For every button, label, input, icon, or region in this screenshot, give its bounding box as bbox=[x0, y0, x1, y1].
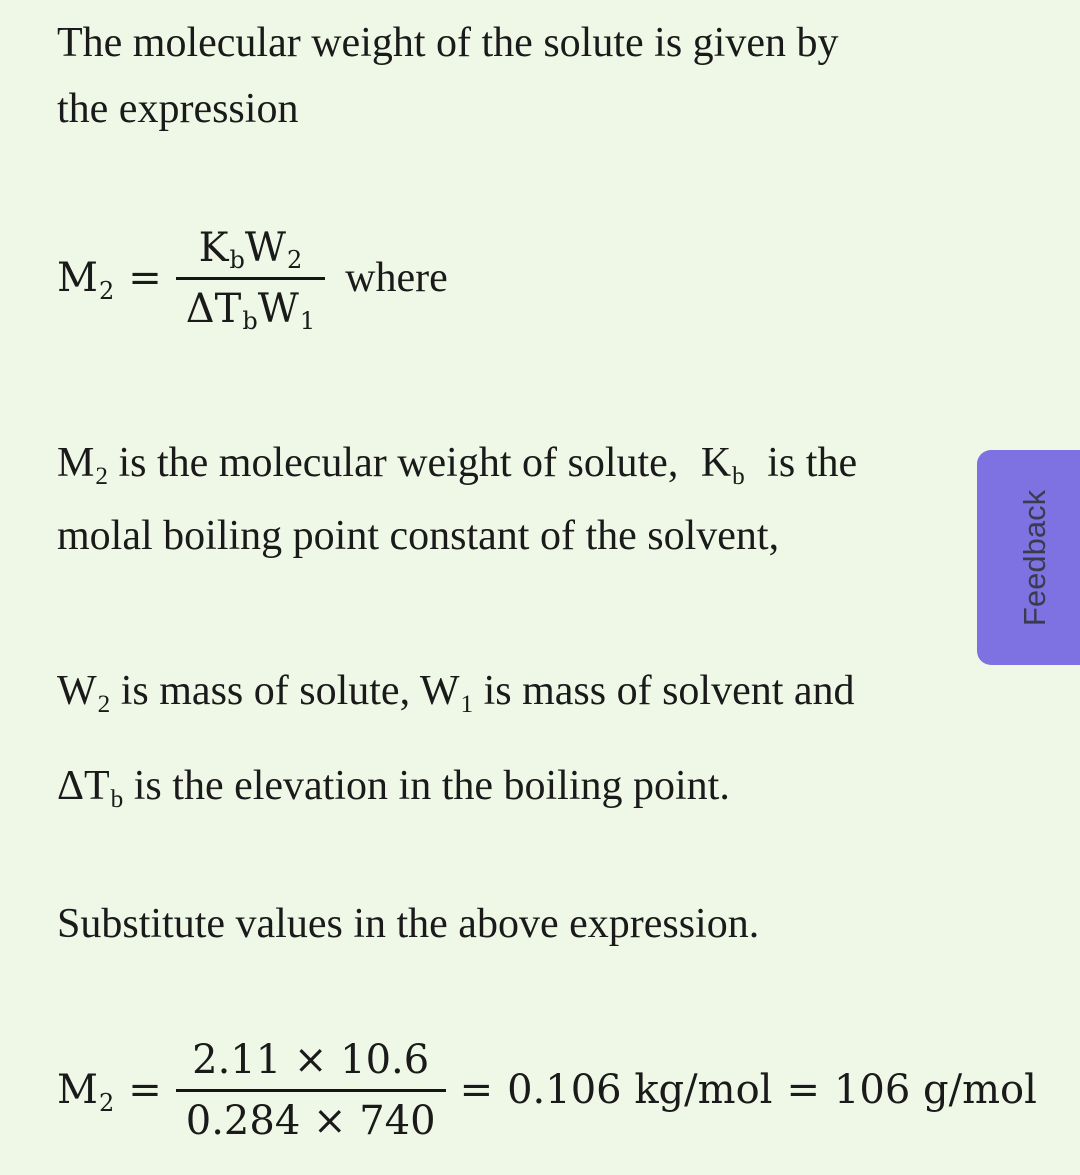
var-w2: $W_2$ bbox=[57, 668, 111, 719]
var-m2: $M_2$ bbox=[57, 255, 115, 305]
equals-sign: = bbox=[128, 1067, 162, 1113]
feedback-button[interactable] bbox=[977, 450, 1080, 665]
result-g-per-mol: 106 g/mol bbox=[833, 1067, 1037, 1113]
intro-line-1: The molecular weight of the solute is given by bbox=[57, 20, 839, 66]
feedback-label: Feedback bbox=[1017, 489, 1053, 626]
fraction-denominator: 0.284 × 740 bbox=[176, 1089, 446, 1144]
equals-sign: = bbox=[459, 1067, 494, 1113]
definition-line-1 bbox=[57, 439, 858, 491]
definition-text-e: is the elevation in the boiling point. bbox=[133, 763, 730, 809]
substitute-instruction: Substitute values in the above expression. bbox=[57, 901, 760, 947]
var-m2: $M_2$ bbox=[57, 1067, 115, 1117]
definition-text-c: is mass of solute, bbox=[120, 668, 411, 714]
formula-substituted bbox=[57, 1030, 1037, 1150]
equals-sign: = bbox=[128, 255, 162, 301]
var-kb: $K_b$ bbox=[700, 440, 745, 491]
definition-text-a: is the molecular weight of solute, bbox=[118, 440, 679, 486]
result-kg-per-mol: 0.106 kg/mol bbox=[507, 1067, 773, 1113]
definition-text-b: is the bbox=[767, 440, 858, 486]
definition-line-4 bbox=[57, 762, 730, 814]
formula-suffix-where: where bbox=[345, 255, 448, 301]
formula-molecular-weight bbox=[57, 218, 448, 338]
fraction-denominator: $\Delta T_bW_1$ bbox=[176, 277, 325, 332]
intro-line-2: the expression bbox=[57, 86, 299, 132]
definition-line-2: molal boiling point constant of the solvent, bbox=[57, 513, 780, 559]
var-w1: $W_1$ bbox=[419, 668, 474, 719]
var-m2: $M_2$ bbox=[57, 440, 108, 491]
definition-line-3 bbox=[57, 667, 855, 719]
fraction-numerator: 2.11 × 10.6 bbox=[192, 1036, 430, 1083]
equals-sign: = bbox=[786, 1067, 820, 1113]
fraction bbox=[176, 1037, 446, 1144]
var-delta-tb: $\Delta T_b$ bbox=[57, 763, 124, 814]
fraction-numerator: $K_bW_2$ bbox=[198, 224, 303, 275]
definition-text-d: is mass of solvent and bbox=[483, 668, 855, 714]
fraction bbox=[176, 224, 325, 336]
